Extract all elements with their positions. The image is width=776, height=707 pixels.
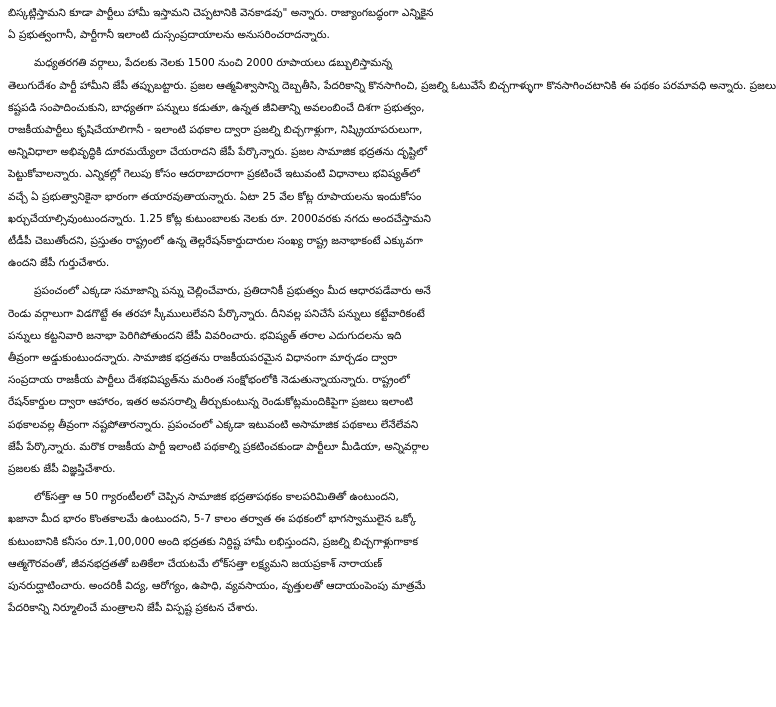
article-line: రేషన్‌కార్డుల ద్వారా ఆహారం, ఇతర అవసరాల్ని తీర్చుకుంటున్న రెండుకోట్లమందికిపైగా ప్రజలు ఇలాంటి [8, 396, 414, 409]
article-line: ఆత్మగౌరవంతో, జీవనభద్రతతో బతికేలా చేయటమే లోక్‌సత్తా లక్ష్యమని జయప్రకాశ్ నారాయణ్ [8, 557, 383, 570]
article-paragraph-1 [8, 2, 585, 46]
article-line-text: మధ్యతరగతి వర్గాలు, పేదలకు నెలకు 1500 నుంచి 2000 రూపాయలు డబ్బులిస్తామన్న [34, 57, 393, 70]
article-line: జేపీ పేర్కొన్నారు. మరొక రాజకీయ పార్టీ ఇలాంటి పథకాల్ని ప్రకటించకుండా పార్టీలూ మీడియా, అన్నివర్గాల [8, 440, 429, 453]
article-line: ప్రజలకు జేపీ విజ్ఞప్తిచేశారు. [8, 463, 116, 476]
article-line: తెలుగుదేశం పార్టీ హామీని జేపీ తప్పుబట్టారు. ప్రజల ఆత్మవిశ్వాసాన్ని దెబ్బతీసి, పేదరికాన్ని కొనసాగించి, ప్రజల్ని ఓటువేసే బిచ్చగాళ్ళుగా కొనసాగించటానికి ఈ పథకం పరమావధి అన్నారు. ప్రజలు [8, 79, 776, 92]
article-line: ఏ ప్రభుత్వంగానీ, పార్టీగానీ ఇలాంటి దుస్సంప్రదాయాలను అనుసరించరాదన్నారు. [8, 29, 330, 42]
article-line: ఉందని జేపీ గుర్తుచేశారు. [8, 257, 110, 270]
article-line [8, 52, 585, 74]
article-line: పేదరికాన్ని నిర్మూలించే మంత్రాలని జేపీ విస్పష్ట ప్రకటన చేశారు. [8, 602, 259, 615]
article-line: రాజకీయపార్టీలు కృషిచేయాలిగానీ - ఇలాంటి పథకాల ద్వారా ప్రజల్ని బిచ్చగాళ్లుగా, నిష్క్రియాపరులుగా, [8, 124, 423, 137]
article-line: పథకాలవల్ల తీవ్రంగా నష్టపోతారన్నారు. ప్రపంచంలో ఎక్కడా ఇటువంటి అసామాజిక పథకాలు లేనేలేవని [8, 418, 419, 431]
article-line: పన్నులు కట్టనివారి జనాభా పెరిగిపోతుందని జేపీ వివరించారు. భవిష్యత్ తరాల ఎదుగుదలను ఇది [8, 329, 402, 342]
article-line: ఖజానా మీద భారం కొంతకాలమే ఉంటుందని, 5-7 కాలం తర్వాత ఈ పథకంలో భాగస్వాములైన ఒక్కో [8, 513, 417, 526]
article-line: బిస్కట్లిస్తామని కూడా పార్టీలు హామీ ఇస్తామని చెప్పటానికి వెనకాడవు" అన్నారు. రాజ్యాంగబద్ధంగా ఎన్నికైన [8, 7, 434, 19]
article-line: కష్టపడి సంపాదించుకుని, బాధ్యతగా పన్నులు కడుతూ, ఉన్నత జీవితాన్ని అవలంబించే దిశగా ప్రభుత్వం, [8, 101, 425, 114]
article-line: తీవ్రంగా అడ్డుకుంటుందన్నారు. సామాజిక భద్రతను రాజకీయపరమైన విధానంగా మార్చడం ద్వారా [8, 352, 398, 365]
article-line: పునరుద్ఘాటించారు. అందరికీ విద్య, ఆరోగ్యం, ఉపాధి, వ్యవసాయం, వృత్తులతో ఆదాయంపెంపు మాత్రమే [8, 580, 426, 593]
article-line: కుటుంబానికి కనీసం రూ.1,00,000 అంది భద్రతకు నిర్దిష్ట హామీ లభిస్తుందని, ప్రజల్ని బిచ్చగాళ్లుగాకాక [8, 535, 419, 548]
article-line: వచ్చే ఏ ప్రభుత్వానికైనా భారంగా తయారవుతాయన్నారు. ఏటా 25 వేల కోట్ల రూపాయలను ఇందుకోసం [8, 190, 422, 203]
article-line [8, 280, 585, 302]
article-line: రెండు వర్గాలుగా విడగొట్టే ఈ తరహా స్కీములులేవని పేర్కొన్నారు. దీనివల్ల పనిచేసే పన్నులు కట్టేవారికంటే [8, 307, 425, 320]
article-line: పెట్టుకోవాలన్నారు. ఎన్నికల్లో గెలుపు కోసం ఆదరాబాదరాగా ప్రకటించే ఇటువంటి విధానాలు భవిష్యత్‌లో [8, 168, 420, 181]
article-line: టీడీపీ చెబుతోందని, ప్రస్తుతం రాష్ట్రంలో ఉన్న తెల్లరేషన్‌కార్డుదారుల సంఖ్య రాష్ట్ర జనాభాకంటే ఎక్కువగా [8, 235, 423, 248]
article-line: ఖర్చుచేయాల్సివుంటుందన్నారు. 1.25 కోట్ల కుటుంబాలకు నెలకు రూ. 2000వరకు నగదు అందచేస్తామని [8, 212, 431, 225]
article-line: సంప్రదాయ రాజకీయ పార్టీలు దేశభవిష్యత్‌ను మరింత సంక్షోభంలోకి నెడుతున్నాయన్నారు. రాష్ట్రంలో [8, 374, 410, 387]
article-paragraph-2 [8, 52, 776, 274]
article-line-text: ప్రపంచంలో ఎక్కడా సమాజాన్ని పన్ను చెల్లించేవారు, ప్రతిదానికీ ప్రభుత్వం మీద ఆధారపడేవారు అనే [34, 285, 431, 298]
article-paragraph-3 [8, 280, 585, 480]
article-paragraph-4 [8, 486, 585, 619]
article-line [8, 486, 585, 508]
article-line-text: లోక్‌సత్తా ఆ 50 గ్యారంటీలలో చెప్పిన సామాజిక భద్రతాపథకం కాలపరిమితితో ఉంటుందని, [34, 491, 399, 504]
article-line: అన్నివిధాలా అభివృద్ధికి దూరమయ్యేలా చేయరాదని జేపీ పేర్కొన్నారు. ప్రజల సామాజిక భద్రతను దృష్టిలో [8, 146, 427, 159]
